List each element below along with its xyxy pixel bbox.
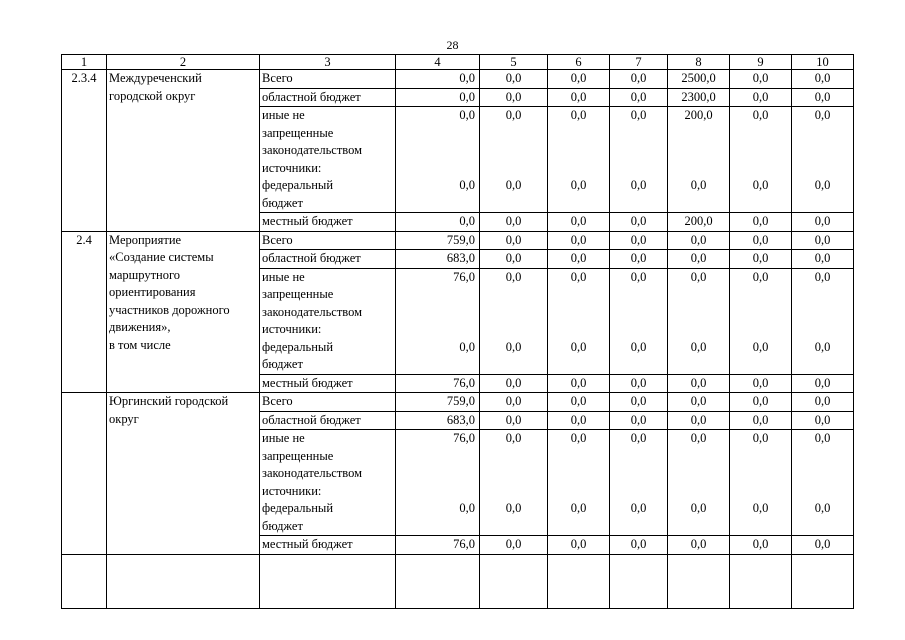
spacer bbox=[612, 195, 665, 213]
spacer bbox=[670, 321, 727, 339]
spacer bbox=[670, 465, 727, 483]
spacer bbox=[794, 356, 851, 374]
value-other: 0,0 bbox=[690, 269, 707, 284]
spacer bbox=[612, 142, 665, 160]
value-cell: 683,0 bbox=[396, 250, 480, 269]
value-cell: 0,0 bbox=[480, 70, 548, 89]
value-cell: 0,0 bbox=[792, 536, 854, 555]
spacer bbox=[398, 125, 475, 143]
spacer bbox=[732, 465, 789, 483]
value-cell: 76,0 bbox=[396, 374, 480, 393]
source-label-line: источники: bbox=[262, 483, 322, 498]
source-label-line: источники: bbox=[262, 160, 322, 175]
table-row bbox=[62, 393, 854, 412]
value-cell: 0,0 bbox=[480, 250, 548, 269]
spacer bbox=[482, 125, 545, 143]
value-cell: 0,0 bbox=[730, 231, 792, 250]
value-cell: 0,0 bbox=[730, 411, 792, 430]
spacer bbox=[398, 518, 475, 536]
value-other: 0,0 bbox=[630, 269, 647, 284]
empty-cell bbox=[668, 554, 730, 608]
value-federal: 0,0 bbox=[459, 178, 475, 192]
row-name-line: Юргинский городской bbox=[109, 394, 229, 408]
row-name-line: ориентирования bbox=[109, 285, 196, 299]
spacer bbox=[732, 483, 789, 501]
value-cell: 0,0 bbox=[668, 250, 730, 269]
spacer bbox=[398, 356, 475, 374]
value-cell: 0,0 bbox=[730, 213, 792, 232]
empty-cell bbox=[260, 554, 396, 608]
header-cell: 2 bbox=[107, 55, 260, 70]
value-federal: 0,0 bbox=[505, 339, 522, 354]
row-number bbox=[62, 393, 107, 555]
value-cell bbox=[548, 107, 610, 213]
value-cell bbox=[792, 430, 854, 536]
source-label-line: иные не bbox=[262, 431, 305, 445]
value-other: 0,0 bbox=[752, 431, 769, 445]
row-name bbox=[107, 393, 260, 555]
source-label-line: запрещенные bbox=[262, 448, 334, 463]
value-cell: 0,0 bbox=[668, 393, 730, 412]
row-name bbox=[107, 70, 260, 232]
value-cell: 0,0 bbox=[792, 250, 854, 269]
spacer bbox=[482, 304, 545, 322]
value-other: 0,0 bbox=[570, 108, 587, 122]
value-cell: 0,0 bbox=[548, 536, 610, 555]
value-cell: 0,0 bbox=[480, 374, 548, 393]
value-cell: 0,0 bbox=[610, 70, 668, 89]
row-name-line: городской округ bbox=[109, 88, 196, 103]
spacer bbox=[732, 518, 789, 536]
value-federal: 0,0 bbox=[570, 178, 587, 192]
value-other: 0,0 bbox=[505, 269, 522, 284]
value-cell: 0,0 bbox=[480, 393, 548, 412]
spacer bbox=[550, 321, 607, 339]
source-label-line: законодательством bbox=[262, 466, 363, 480]
budget-table bbox=[61, 54, 854, 609]
spacer bbox=[670, 518, 727, 536]
value-cell: 0,0 bbox=[668, 411, 730, 430]
value-federal: 0,0 bbox=[752, 178, 769, 192]
row-name-line: движения», bbox=[109, 320, 171, 334]
value-cell: 0,0 bbox=[730, 393, 792, 412]
empty-row bbox=[62, 554, 854, 608]
value-cell: 0,0 bbox=[548, 393, 610, 412]
value-cell bbox=[668, 268, 730, 374]
spacer bbox=[482, 448, 545, 466]
value-cell: 759,0 bbox=[396, 231, 480, 250]
spacer bbox=[794, 160, 851, 178]
spacer bbox=[612, 321, 665, 339]
row-name-line: «Создание системы bbox=[109, 250, 214, 264]
header-cell: 3 bbox=[260, 55, 396, 70]
value-cell bbox=[610, 107, 668, 213]
value-cell bbox=[610, 430, 668, 536]
spacer bbox=[612, 483, 665, 501]
spacer bbox=[732, 321, 789, 339]
value-other: 0,0 bbox=[505, 431, 522, 445]
value-cell bbox=[730, 107, 792, 213]
row-name-line: в том числе bbox=[109, 337, 171, 352]
source-label: областной бюджет bbox=[260, 411, 396, 430]
value-federal: 0,0 bbox=[630, 339, 647, 354]
value-other: 0,0 bbox=[752, 108, 769, 122]
source-label-line: федеральный bbox=[262, 501, 334, 515]
source-label-line: федеральный bbox=[262, 339, 334, 354]
source-label-line: запрещенные bbox=[262, 287, 334, 301]
value-cell: 0,0 bbox=[792, 231, 854, 250]
source-label-line: источники: bbox=[262, 322, 322, 336]
header-row bbox=[62, 55, 854, 70]
value-federal: 0,0 bbox=[690, 178, 707, 192]
source-label: местный бюджет bbox=[260, 536, 396, 555]
spacer bbox=[794, 518, 851, 536]
value-other: 76,0 bbox=[453, 431, 475, 445]
value-cell: 0,0 bbox=[610, 374, 668, 393]
value-cell: 0,0 bbox=[610, 231, 668, 250]
header-cell: 6 bbox=[548, 55, 610, 70]
value-cell bbox=[730, 268, 792, 374]
value-cell: 2300,0 bbox=[668, 88, 730, 107]
spacer bbox=[482, 321, 545, 339]
value-federal: 0,0 bbox=[814, 501, 831, 515]
row-name-line: маршрутного bbox=[109, 267, 181, 282]
value-cell: 0,0 bbox=[792, 411, 854, 430]
source-label bbox=[260, 268, 396, 374]
row-number: 2.4 bbox=[62, 231, 107, 393]
source-label: Всего bbox=[260, 70, 396, 89]
spacer bbox=[550, 142, 607, 160]
value-cell bbox=[396, 430, 480, 536]
spacer bbox=[612, 465, 665, 483]
spacer bbox=[670, 125, 727, 143]
spacer bbox=[398, 321, 475, 339]
value-cell bbox=[548, 430, 610, 536]
value-federal: 0,0 bbox=[505, 178, 522, 192]
value-other: 200,0 bbox=[684, 108, 713, 122]
value-cell: 0,0 bbox=[480, 536, 548, 555]
value-federal: 0,0 bbox=[630, 178, 647, 192]
value-cell: 0,0 bbox=[792, 88, 854, 107]
value-cell: 0,0 bbox=[610, 393, 668, 412]
value-cell: 0,0 bbox=[548, 250, 610, 269]
empty-cell bbox=[792, 554, 854, 608]
value-cell: 0,0 bbox=[396, 213, 480, 232]
value-cell: 0,0 bbox=[668, 374, 730, 393]
spacer bbox=[482, 356, 545, 374]
spacer bbox=[482, 465, 545, 483]
value-cell: 0,0 bbox=[730, 88, 792, 107]
source-label-line: законодательством bbox=[262, 304, 363, 319]
row-name-line: участников дорожного bbox=[109, 302, 230, 317]
value-cell bbox=[668, 430, 730, 536]
value-cell bbox=[396, 268, 480, 374]
value-cell: 0,0 bbox=[548, 213, 610, 232]
value-cell: 0,0 bbox=[480, 88, 548, 107]
source-label-line: иные не bbox=[262, 108, 305, 122]
value-cell: 76,0 bbox=[396, 536, 480, 555]
spacer bbox=[732, 304, 789, 322]
source-label: Всего bbox=[260, 393, 396, 412]
value-cell: 0,0 bbox=[548, 411, 610, 430]
value-cell bbox=[610, 268, 668, 374]
value-federal: 0,0 bbox=[459, 501, 475, 515]
header-cell: 10 bbox=[792, 55, 854, 70]
value-cell: 0,0 bbox=[730, 536, 792, 555]
source-label: местный бюджет bbox=[260, 213, 396, 232]
value-federal: 0,0 bbox=[570, 501, 587, 515]
spacer bbox=[550, 286, 607, 304]
value-other: 0,0 bbox=[690, 431, 707, 445]
spacer bbox=[732, 286, 789, 304]
spacer bbox=[482, 160, 545, 178]
value-cell: 0,0 bbox=[610, 250, 668, 269]
spacer bbox=[794, 448, 851, 466]
source-label-line: запрещенные bbox=[262, 125, 334, 140]
spacer bbox=[670, 160, 727, 178]
value-cell bbox=[792, 107, 854, 213]
value-federal: 0,0 bbox=[690, 339, 707, 354]
source-label: областной бюджет bbox=[260, 250, 396, 269]
table-row bbox=[62, 70, 854, 89]
spacer bbox=[794, 304, 851, 322]
spacer bbox=[482, 483, 545, 501]
value-cell: 0,0 bbox=[396, 70, 480, 89]
empty-cell bbox=[62, 554, 107, 608]
spacer bbox=[550, 304, 607, 322]
value-cell: 0,0 bbox=[548, 88, 610, 107]
spacer bbox=[482, 142, 545, 160]
spacer bbox=[550, 160, 607, 178]
empty-cell bbox=[480, 554, 548, 608]
page-number: 28 bbox=[446, 38, 459, 52]
source-label-line: бюджет bbox=[262, 195, 303, 210]
value-cell: 0,0 bbox=[548, 231, 610, 250]
value-federal: 0,0 bbox=[690, 501, 707, 515]
value-cell: 0,0 bbox=[548, 374, 610, 393]
spacer bbox=[732, 142, 789, 160]
value-cell: 0,0 bbox=[610, 213, 668, 232]
spacer bbox=[398, 286, 475, 304]
value-other: 0,0 bbox=[570, 269, 587, 284]
row-name-line: округ bbox=[109, 411, 139, 426]
spacer bbox=[550, 356, 607, 374]
spacer bbox=[670, 286, 727, 304]
spacer bbox=[398, 483, 475, 501]
value-cell: 0,0 bbox=[668, 536, 730, 555]
table-row bbox=[62, 231, 854, 250]
value-other: 0,0 bbox=[814, 269, 831, 284]
value-cell: 0,0 bbox=[548, 70, 610, 89]
value-cell: 0,0 bbox=[610, 536, 668, 555]
spacer bbox=[550, 125, 607, 143]
spacer bbox=[612, 448, 665, 466]
empty-cell bbox=[730, 554, 792, 608]
spacer bbox=[550, 465, 607, 483]
spacer bbox=[794, 195, 851, 213]
spacer bbox=[670, 448, 727, 466]
header-cell: 1 bbox=[62, 55, 107, 70]
spacer bbox=[794, 125, 851, 143]
empty-cell bbox=[396, 554, 480, 608]
value-cell: 2500,0 bbox=[668, 70, 730, 89]
spacer bbox=[670, 483, 727, 501]
header-cell: 9 bbox=[730, 55, 792, 70]
value-cell: 200,0 bbox=[668, 213, 730, 232]
value-other: 0,0 bbox=[630, 108, 647, 122]
source-label-line: законодательством bbox=[262, 143, 363, 157]
value-cell: 0,0 bbox=[668, 231, 730, 250]
spacer bbox=[794, 286, 851, 304]
value-cell: 759,0 bbox=[396, 393, 480, 412]
value-federal: 0,0 bbox=[570, 339, 587, 354]
spacer bbox=[482, 286, 545, 304]
spacer bbox=[794, 321, 851, 339]
spacer bbox=[612, 304, 665, 322]
value-federal: 0,0 bbox=[459, 339, 475, 354]
value-cell: 0,0 bbox=[730, 70, 792, 89]
value-other: 0,0 bbox=[630, 431, 647, 445]
value-federal: 0,0 bbox=[814, 339, 831, 354]
spacer bbox=[398, 195, 475, 213]
value-federal: 0,0 bbox=[630, 501, 647, 515]
value-cell: 0,0 bbox=[730, 374, 792, 393]
header-cell: 4 bbox=[396, 55, 480, 70]
spacer bbox=[482, 518, 545, 536]
value-other: 0,0 bbox=[814, 108, 831, 122]
row-name-line: Междуреченский bbox=[109, 71, 202, 85]
value-other: 0,0 bbox=[505, 108, 522, 122]
value-cell bbox=[668, 107, 730, 213]
spacer bbox=[550, 483, 607, 501]
source-label: областной бюджет bbox=[260, 88, 396, 107]
value-cell: 0,0 bbox=[792, 213, 854, 232]
source-label-line: иные не bbox=[262, 269, 305, 284]
value-cell: 683,0 bbox=[396, 411, 480, 430]
value-cell: 0,0 bbox=[480, 411, 548, 430]
header-cell: 8 bbox=[668, 55, 730, 70]
value-federal: 0,0 bbox=[814, 178, 831, 192]
value-federal: 0,0 bbox=[752, 501, 769, 515]
value-cell bbox=[792, 268, 854, 374]
spacer bbox=[398, 465, 475, 483]
empty-cell bbox=[610, 554, 668, 608]
value-other: 76,0 bbox=[453, 269, 475, 284]
value-cell: 0,0 bbox=[480, 213, 548, 232]
source-label: местный бюджет bbox=[260, 374, 396, 393]
spacer bbox=[550, 518, 607, 536]
spacer bbox=[398, 160, 475, 178]
value-cell bbox=[730, 430, 792, 536]
value-federal: 0,0 bbox=[752, 339, 769, 354]
value-other: 0,0 bbox=[570, 431, 587, 445]
value-federal: 0,0 bbox=[505, 501, 522, 515]
row-name bbox=[107, 231, 260, 393]
value-cell bbox=[396, 107, 480, 213]
source-label-line: бюджет bbox=[262, 357, 303, 371]
value-cell: 0,0 bbox=[480, 231, 548, 250]
value-cell: 0,0 bbox=[792, 374, 854, 393]
header-cell: 5 bbox=[480, 55, 548, 70]
value-other: 0,0 bbox=[814, 431, 831, 445]
spacer bbox=[732, 448, 789, 466]
source-label-line: федеральный bbox=[262, 178, 334, 192]
spacer bbox=[612, 160, 665, 178]
spacer bbox=[612, 286, 665, 304]
spacer bbox=[612, 356, 665, 374]
spacer bbox=[398, 448, 475, 466]
spacer bbox=[482, 195, 545, 213]
spacer bbox=[670, 195, 727, 213]
spacer bbox=[550, 195, 607, 213]
header-cell: 7 bbox=[610, 55, 668, 70]
spacer bbox=[670, 142, 727, 160]
value-cell: 0,0 bbox=[610, 88, 668, 107]
value-cell: 0,0 bbox=[730, 250, 792, 269]
spacer bbox=[550, 448, 607, 466]
spacer bbox=[732, 195, 789, 213]
value-cell bbox=[480, 268, 548, 374]
source-label bbox=[260, 107, 396, 213]
spacer bbox=[732, 125, 789, 143]
source-label: Всего bbox=[260, 231, 396, 250]
spacer bbox=[794, 465, 851, 483]
row-name-line: Мероприятие bbox=[109, 232, 182, 247]
spacer bbox=[612, 125, 665, 143]
value-cell bbox=[548, 268, 610, 374]
spacer bbox=[732, 356, 789, 374]
spacer bbox=[612, 518, 665, 536]
source-label-line: бюджет bbox=[262, 518, 303, 533]
value-cell bbox=[480, 430, 548, 536]
value-other: 0,0 bbox=[459, 108, 475, 122]
spacer bbox=[794, 483, 851, 501]
empty-cell bbox=[107, 554, 260, 608]
value-cell bbox=[480, 107, 548, 213]
value-cell: 0,0 bbox=[792, 393, 854, 412]
value-other: 0,0 bbox=[752, 269, 769, 284]
value-cell: 0,0 bbox=[792, 70, 854, 89]
source-label bbox=[260, 430, 396, 536]
spacer bbox=[670, 304, 727, 322]
spacer bbox=[732, 160, 789, 178]
value-cell: 0,0 bbox=[610, 411, 668, 430]
spacer bbox=[794, 142, 851, 160]
spacer bbox=[670, 356, 727, 374]
empty-cell bbox=[548, 554, 610, 608]
row-number: 2.3.4 bbox=[62, 70, 107, 232]
spacer bbox=[398, 142, 475, 160]
spacer bbox=[398, 304, 475, 322]
value-cell: 0,0 bbox=[396, 88, 480, 107]
